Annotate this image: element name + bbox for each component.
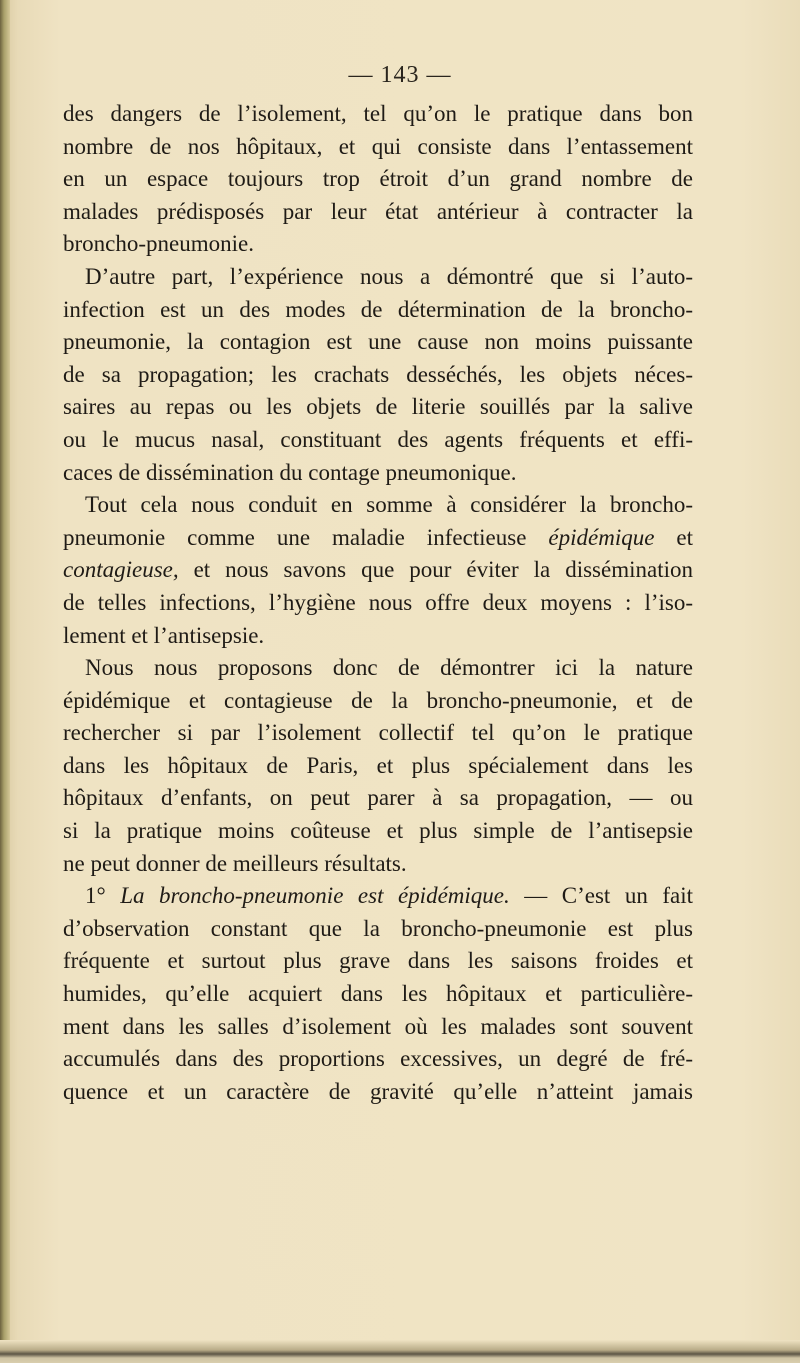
text-line: de sa propagation; les crachats desséchés, les objets néces- [63,361,693,387]
text-line: épidémique et contagieuse de la broncho-pneumonie, et de [63,687,693,713]
text-line: lement et l’antisepsie. [63,622,265,648]
text-line: saires au repas ou les objets de literie souillés par la salive [63,394,693,420]
text-line: en un espace toujours trop étroit d’un grand nombre de [63,166,693,192]
binding-edge [0,0,10,1363]
italic-term: contagieuse, [63,557,179,583]
text-line: fréquente et surtout plus grave dans les saisons froides et [63,948,693,974]
text-line: si la pratique moins coûteuse et plus simple de l’antisepsie [63,818,693,844]
text-line: hôpitaux d’enfants, on peut parer à sa propagation, — ou [63,785,693,811]
text-segment: — C’est un fait [524,883,693,909]
text-line: pneumonie, la contagion est une cause non moins puissante [63,329,693,355]
text-line: humides, qu’elle acquiert dans les hôpitaux et particulière- [63,981,693,1007]
text-line: malades prédisposés par leur état antérieur à contracter la [63,198,693,224]
text-line [63,880,693,913]
text-line: caces de dissémination du contage pneumonique. [63,459,517,485]
text-line: dans les hôpitaux de Paris, et plus spécialement dans les [63,752,693,778]
text-line: Tout cela nous conduit en somme à considérer la broncho- [85,492,693,518]
text-line: ou le mucus nasal, constituant des agents fréquents et effi- [63,426,693,452]
section-heading: La broncho-pneumonie est épidémique. [120,883,510,909]
text-line: des dangers de l’isolement, tel qu’on le pratique dans bon [63,101,693,126]
text-line: de telles infections, l’hygiène nous offre deux moyens : l’iso- [63,589,693,615]
text-segment: pneumonie comme une maladie infectieuse [63,524,527,550]
text-line: ne peut donner de meilleurs résultats. [63,850,407,876]
text-line: nombre de nos hôpitaux, et qui consiste dans l’entassement [63,133,693,159]
text-line: D’autre part, l’expérience nous a démontré que si l’auto- [85,263,693,289]
text-segment: et nous savons que pour éviter la dissémination [193,557,693,583]
page-number-header: — 143 — [348,62,452,88]
text-line: broncho-pneumonie. [63,231,254,257]
text-line [63,522,693,555]
text-line: ment dans les salles d’isolement où les malades sont souvent [63,1013,693,1039]
page-bottom-edge [0,1340,800,1363]
text-segment: et [676,524,693,550]
section-number: 1° [85,883,121,909]
body-text [63,98,693,1108]
text-line: rechercher si par l’isolement collectif tel qu’on le pratique [63,720,693,746]
text-line: accumulés dans des proportions excessives, un degré de fré- [63,1046,693,1072]
text-line: Nous nous proposons donc de démontrer ici la nature [85,655,693,681]
italic-term: épidémique [548,524,655,550]
text-line [63,554,693,587]
text-line: d’observation constant que la broncho-pneumonie est plus [63,915,693,941]
text-line: quence et un caractère de gravité qu’elle n’atteint jamais [63,1078,693,1104]
text-line: infection est un des modes de détermination de la broncho- [63,296,693,322]
